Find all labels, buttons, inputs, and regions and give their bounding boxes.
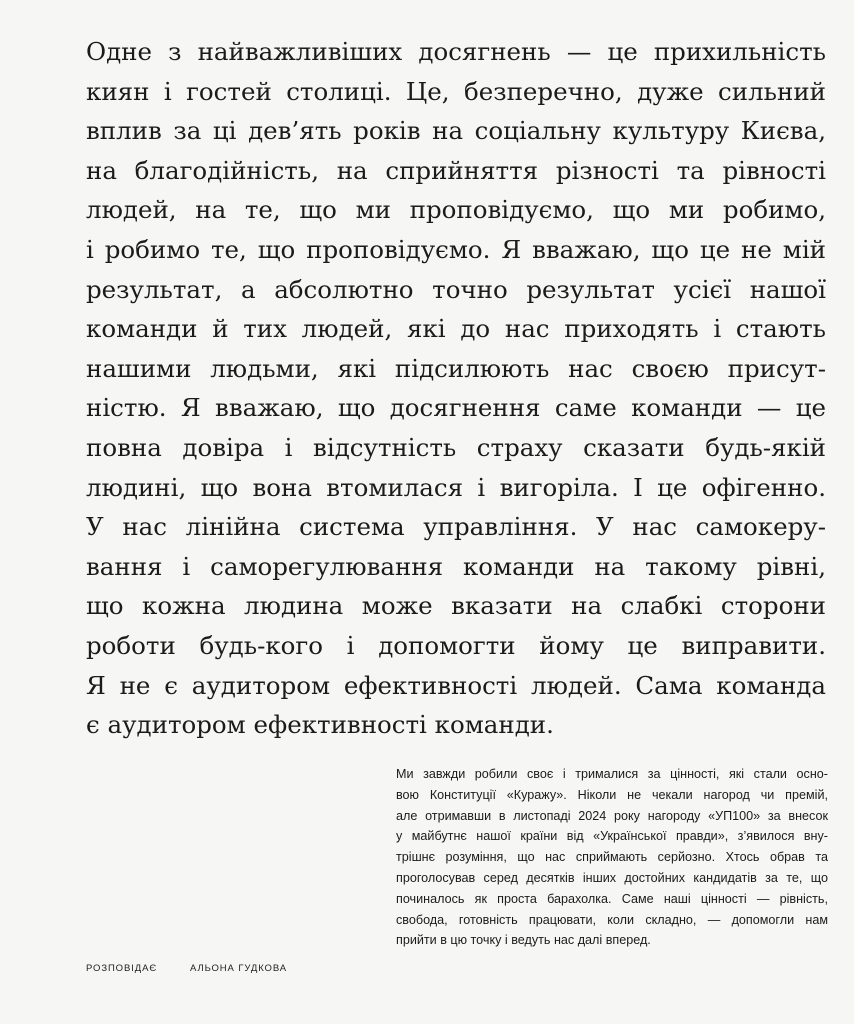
main-text-line: людей, на те, що ми проповідуємо, що ми робимо, (86, 195, 826, 225)
side-text-line: починалось як проста барахолка. Саме наші цінності — рівність, (396, 891, 828, 906)
main-text-line: і робимо те, що проповідуємо. Я вважаю, що це не мій (86, 234, 826, 264)
main-text-line: Одне з найважливіших досягнень — це прихильність (86, 37, 826, 66)
side-text-line: свобода, готовність працювати, коли складно, — допомогли нам (396, 912, 828, 927)
side-text-line: вою Конституції «Куражу». Ніколи не чекали нагород чи премій, (396, 787, 828, 802)
side-text-line: у майбутнє нашої країни від «Української правди», з’явилося вну- (396, 829, 828, 844)
side-text-line: трішнє розуміння, що нас сприймають серйозно. Хтось обрав та (396, 850, 828, 865)
main-text-line: команди й тих людей, які до нас приходять і стають (86, 314, 826, 344)
narrator-name: АЛЬОНА ГУДКОВА (190, 963, 287, 974)
main-text-line: ністю. Я вважаю, що досягнення саме команди — це (86, 393, 826, 423)
main-text-line: є аудитором ефективності команди. (86, 710, 554, 740)
main-text-line: Я не є аудитором ефективності людей. Сама команда (86, 670, 826, 700)
main-text-line: У нас лінійна система управління. У нас самокеру- (86, 512, 826, 542)
main-text-line: повна довіра і відсутність страху сказати будь-якій (86, 432, 826, 462)
side-text-line: прийти в цю точку і ведуть нас далі вперед. (396, 933, 651, 948)
main-text-line: на благодійність, на сприйняття різності та рівності (86, 155, 826, 185)
main-text-line: киян і гостей столиці. Це, безперечно, дуже сильний (86, 76, 826, 106)
side-text-line: проголосував серед десятків інших достойних кандидатів за те, що (396, 870, 828, 885)
main-text-line: вплив за ці дев’ять років на соціальну культуру Києва, (86, 116, 826, 146)
main-text-line: нашими людьми, які підсилюють нас своєю присут- (86, 353, 826, 383)
main-text-line: що кожна людина може вказати на слабкі сторони (86, 591, 826, 621)
side-note-text (396, 764, 828, 951)
main-text-line: вання і саморегулювання команди на такому рівні, (86, 551, 826, 581)
side-text-line: але отримавши в листопаді 2024 року нагороду «УП100» за внесок (396, 808, 828, 823)
narrator-label: РОЗПОВІДАЄ (86, 963, 158, 974)
side-text-line: Ми завжди робили своє і трималися за цінності, які стали осно- (396, 767, 828, 781)
main-text-line: людині, що вона втомилася і вигоріла. І це офігенно. (86, 472, 826, 502)
main-quote-text (86, 32, 826, 745)
main-text-line: результат, а абсолютно точно результат усієї нашої (86, 274, 826, 304)
main-text-line: роботи будь-кого і допомогти йому це виправити. (86, 630, 826, 660)
